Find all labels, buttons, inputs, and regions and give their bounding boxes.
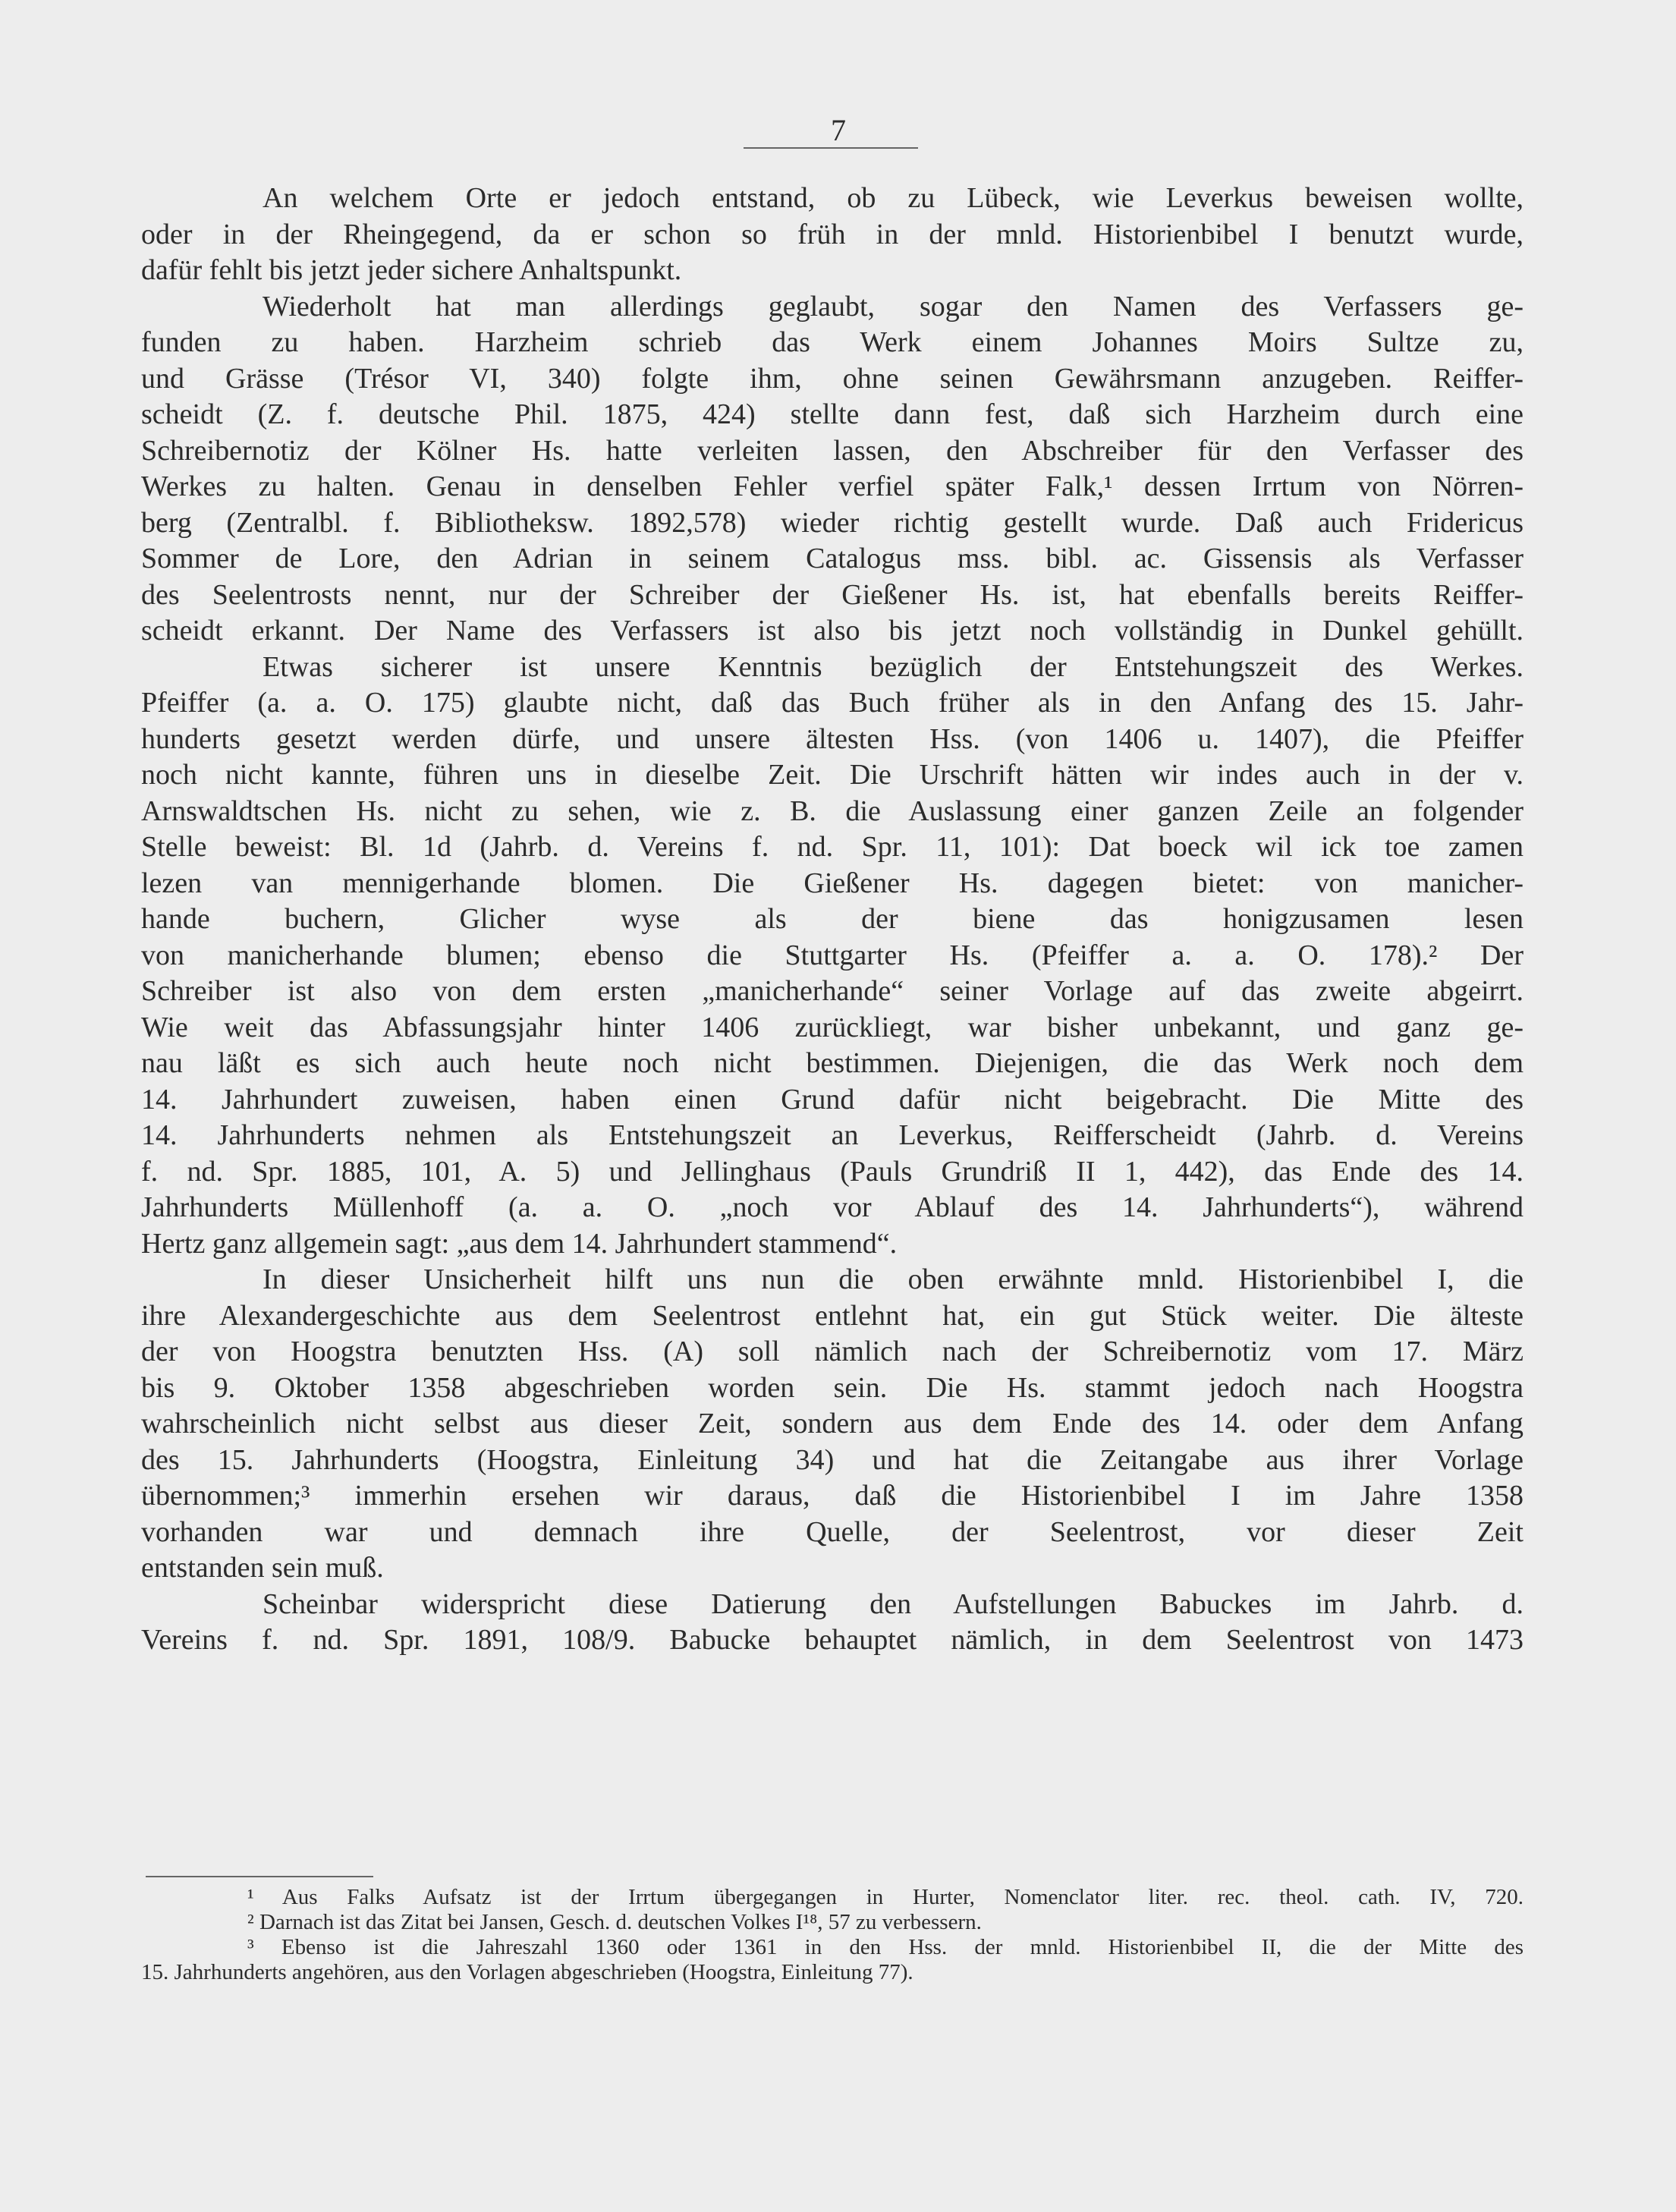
text-line: Hertz ganz allgemein sagt: „aus dem 14. Jahrhundert stammend“. [141, 1227, 898, 1260]
text-line: der von Hoogstra benutzten Hss. (A) soll nämlich nach der Schreibernotiz vom 17. März [141, 1336, 1523, 1367]
text-line: Vereins f. nd. Spr. 1891, 108/9. Babucke behauptet nämlich, in dem Seelentrost von 1473 [141, 1624, 1523, 1656]
text-line: ihre Alexandergeschichte aus dem Seelentrost entlehnt hat, ein gut Stück weiter. Die älteste [141, 1299, 1523, 1332]
text-line: Werkes zu halten. Genau in denselben Fehler verfiel später Falk,¹ dessen Irrtum von Nörren- [141, 470, 1523, 502]
text-line: Sommer de Lore, den Adrian in seinem Catalogus mss. bibl. ac. Gissensis als Verfasser [141, 543, 1523, 574]
text-line: hunderts gesetzt werden dürfe, und unsere ältesten Hss. (von 1406 u. 1407), die Pfeiffer [141, 722, 1523, 755]
text-line: und Grässe (Trésor VI, 340) folgte ihm, ohne seinen Gewährsmann anzugeben. Reiffer- [141, 362, 1523, 395]
text-line: In dieser Unsicherheit hilft uns nun die oben erwähnte mnld. Historienbibel I, die [263, 1263, 1523, 1295]
text-line: übernommen;³ immerhin ersehen wir daraus, daß die Historienbibel I im Jahre 1358 [141, 1480, 1523, 1512]
text-line: Jahrhunderts Müllenhoff (a. a. O. „noch vor Ablauf des 14. Jahrhunderts“), während [141, 1191, 1523, 1223]
text-line: wahrscheinlich nicht selbst aus dieser Zeit, sondern aus dem Ende des 14. oder dem Anfang [141, 1408, 1523, 1440]
text-line: von manicherhande blumen; ebenso die Stuttgarter Hs. (Pfeiffer a. a. O. 178).² Der [141, 939, 1523, 971]
text-line: oder in der Rheingegend, da er schon so früh in der mnld. Historienbibel I benutzt wurde, [141, 218, 1523, 250]
text-line: Stelle beweist: Bl. 1d (Jahrb. d. Vereins f. nd. Spr. 11, 101): Dat boeck wil ick toe zamen [141, 831, 1523, 863]
text-line: scheidt erkannt. Der Name des Verfassers ist also bis jetzt noch vollständig in Dunkel gehüllt. [141, 615, 1523, 647]
text-line: dafür fehlt bis jetzt jeder sichere Anhaltspunkt. [141, 254, 682, 286]
text-line: 14. Jahrhundert zuweisen, haben einen Grund dafür nicht beigebracht. Die Mitte des [141, 1083, 1523, 1115]
text-line: An welchem Orte er jedoch entstand, ob zu Lübeck, wie Leverkus beweisen wollte, [263, 182, 1523, 214]
text-line: vorhanden war und demnach ihre Quelle, der Seelentrost, vor dieser Zeit [141, 1515, 1523, 1548]
text-line: entstanden sein muß. [141, 1552, 384, 1584]
text-line: hande buchern, Glicher wyse als der biene das honigzusamen lesen [141, 903, 1523, 935]
page-number-rule [744, 147, 918, 149]
page-number: 7 [831, 113, 846, 147]
text-line: Wie weit das Abfassungsjahr hinter 1406 zurückliegt, war bisher unbekannt, und ganz ge- [141, 1011, 1523, 1043]
text-line: 14. Jahrhunderts nehmen als Entstehungszeit an Leverkus, Reifferscheidt (Jahrb. d. Vereins [141, 1119, 1523, 1151]
text-line: Schreiber ist also von dem ersten „manicherhande“ seiner Vorlage auf das zweite abgeirrt. [141, 975, 1523, 1007]
text-line: des Seelentrosts nennt, nur der Schreiber der Gießener Hs. ist, hat ebenfalls bereits Reiffer- [141, 578, 1523, 611]
text-line: funden zu haben. Harzheim schrieb das Werk einem Johannes Moirs Sultze zu, [141, 326, 1523, 358]
text-line: Arnswaldtschen Hs. nicht zu sehen, wie z. B. die Auslassung einer ganzen Zeile an folgender [141, 794, 1523, 827]
footnote-1: ¹ Aus Falks Aufsatz ist der Irrtum übergegangen in Hurter, Nomenclator liter. rec. theol. cath. IV, 720. [247, 1885, 1523, 1909]
text-line: lezen van mennigerhande blomen. Die Gießener Hs. dagegen bietet: von manicher- [141, 867, 1523, 899]
text-line: Pfeiffer (a. a. O. 175) glaubte nicht, daß das Buch früher als in den Anfang des 15. Jahr- [141, 687, 1523, 719]
text-line: Etwas sicherer ist unsere Kenntnis bezüglich der Entstehungszeit des Werkes. [263, 650, 1523, 683]
text-line: bis 9. Oktober 1358 abgeschrieben worden sein. Die Hs. stammt jedoch nach Hoogstra [141, 1371, 1523, 1404]
text-line: noch nicht kannte, führen uns in dieselbe Zeit. Die Urschrift hätten wir indes auch in der v. [141, 759, 1523, 791]
text-line: Schreibernotiz der Kölner Hs. hatte verleiten lassen, den Abschreiber für den Verfasser des [141, 434, 1523, 467]
text-line: Wiederholt hat man allerdings geglaubt, sogar den Namen des Verfassers ge- [263, 290, 1523, 323]
text-line: des 15. Jahrhunderts (Hoogstra, Einleitung 34) und hat die Zeitangabe aus ihrer Vorlage [141, 1443, 1523, 1476]
text-line: scheidt (Z. f. deutsche Phil. 1875, 424) stellte dann fest, daß sich Harzheim durch eine [141, 398, 1523, 430]
footnote-3: ³ Ebenso ist die Jahreszahl 1360 oder 1361 in den Hss. der mnld. Historienbibel II, die der Mitte des [247, 1935, 1523, 1959]
text-line: nau läßt es sich auch heute noch nicht bestimmen. Diejenigen, die das Werk noch dem [141, 1047, 1523, 1079]
footnote-2: ² Darnach ist das Zitat bei Jansen, Gesch. d. deutschen Volkes I¹⁸, 57 zu verbessern. [247, 1910, 982, 1934]
body-text [141, 181, 1523, 1659]
text-line: f. nd. Spr. 1885, 101, A. 5) und Jellinghaus (Pauls Grundriß II 1, 442), das Ende des 14. [141, 1155, 1523, 1188]
footnote-3-continued: 15. Jahrhunderts angehören, aus den Vorlagen abgeschrieben (Hoogstra, Einleitung 77). [141, 1960, 913, 1984]
text-line: berg (Zentralbl. f. Bibliotheksw. 1892,578) wieder richtig gestellt wurde. Daß auch Fridericus [141, 506, 1523, 539]
text-line: Scheinbar widerspricht diese Datierung den Aufstellungen Babuckes im Jahrb. d. [263, 1587, 1523, 1620]
footnote-rule [146, 1876, 373, 1877]
footnotes [141, 1885, 1523, 1985]
